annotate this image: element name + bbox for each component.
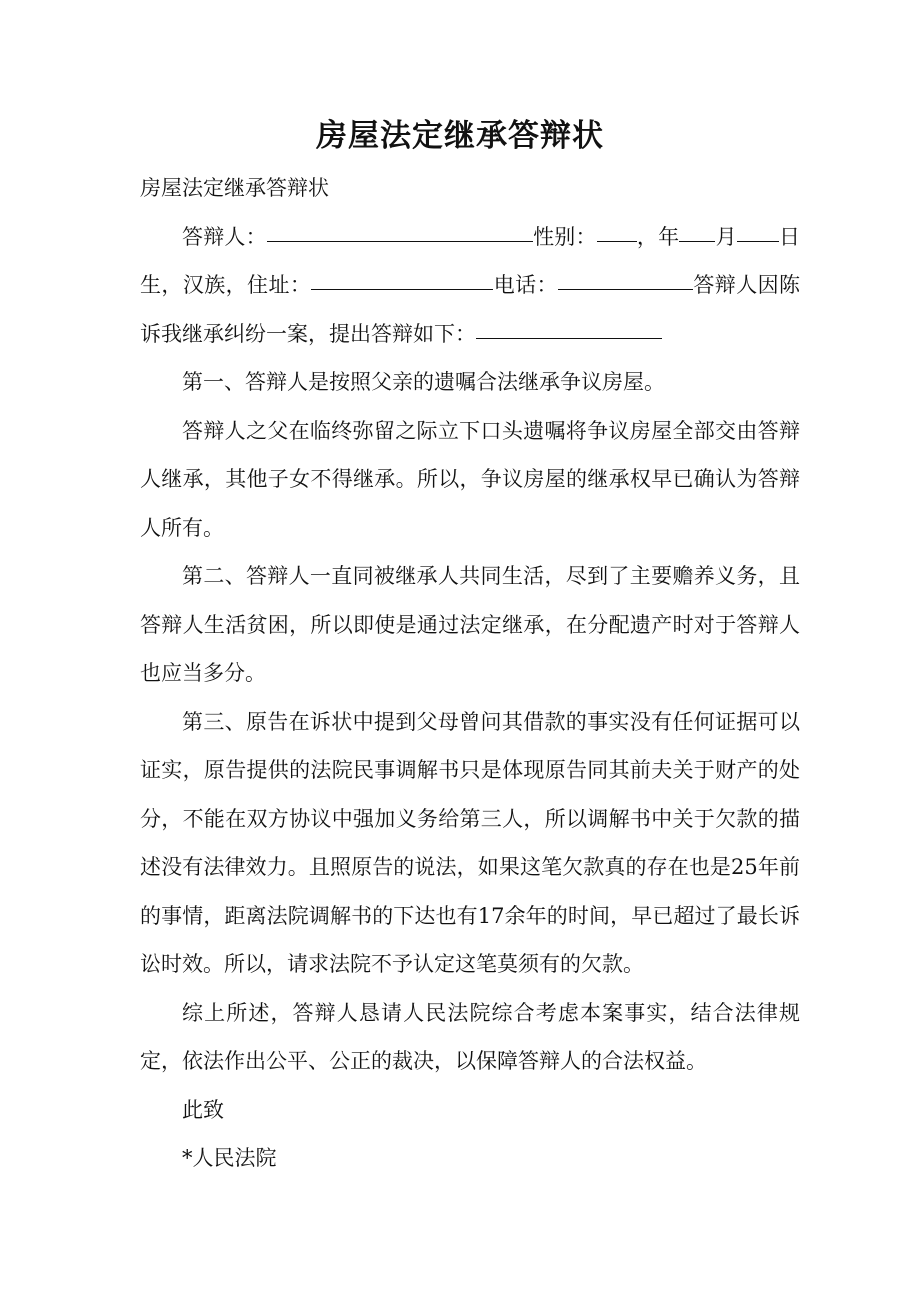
case-text: 因陈诉我继承纠纷一案，提出答辩如下：: [140, 273, 801, 346]
document-body: [140, 164, 800, 1183]
case-blank[interactable]: [476, 316, 662, 339]
phone-blank[interactable]: [558, 267, 693, 290]
birth-ethnicity-address-label: 日生，汉族，住址：: [140, 224, 801, 297]
paragraph-conclusion: 综上所述，答辩人恳请人民法院综合考虑本案事实，结合法律规定，依法作出公平、公正的裁决，以保障答辩人的合法权益。: [140, 1000, 800, 1073]
year-label: 年: [658, 224, 680, 249]
gender-label: 性别：: [532, 224, 597, 249]
document-subtitle: 房屋法定继承答辩状: [140, 176, 329, 200]
phone-label: 电话：: [493, 273, 558, 297]
closing-salutation: 此致: [182, 1097, 224, 1122]
day-blank[interactable]: [737, 219, 779, 242]
paragraph-point-2: 第二、答辩人一直同被继承人共同生活，尽到了主要赡养义务，且答辩人生活贫困，所以即使是通过法定继承，在分配遗产时对于答辩人也应当多分。: [140, 564, 800, 685]
separator-comma: ，: [636, 224, 659, 249]
paragraph-point-3: 第三、原告在诉状中提到父母曾问其借款的事实没有任何证据可以证实，原告提供的法院民事调解书只是体现原告同其前夫关于财产的处分，不能在双方协议中强加义务给第三人，所以调解书中关于欠款的描述没有法律效力。且照原告的说法，如果这笔欠款真的存在也是25年前的事情，距离法院调解书的下达也有17余年的时间，早已超过了最长诉讼时效。所以，请求法院不予认定这笔莫须有的欠款。: [140, 709, 800, 976]
respondent-info: [140, 213, 800, 359]
respondent-name-blank[interactable]: [267, 219, 533, 242]
respondent-tail: 答辩人: [692, 273, 758, 297]
month-label: 月: [715, 224, 737, 249]
court-addressee: *人民法院: [182, 1146, 277, 1170]
document-title: 房屋法定继承答辩状: [316, 118, 604, 154]
gender-blank[interactable]: [597, 219, 637, 242]
paragraph-point-1-detail: 答辩人之父在临终弥留之际立下口头遗嘱将争议房屋全部交由答辩人继承，其他子女不得继承。所以，争议房屋的继承权早已确认为答辩人所有。: [140, 418, 800, 540]
paragraph-point-1: 第一、答辩人是按照父亲的遗嘱合法继承争议房屋。: [182, 370, 665, 394]
respondent-label: 答辩人：: [182, 224, 267, 249]
month-blank[interactable]: [679, 219, 715, 242]
address-blank[interactable]: [311, 267, 493, 290]
